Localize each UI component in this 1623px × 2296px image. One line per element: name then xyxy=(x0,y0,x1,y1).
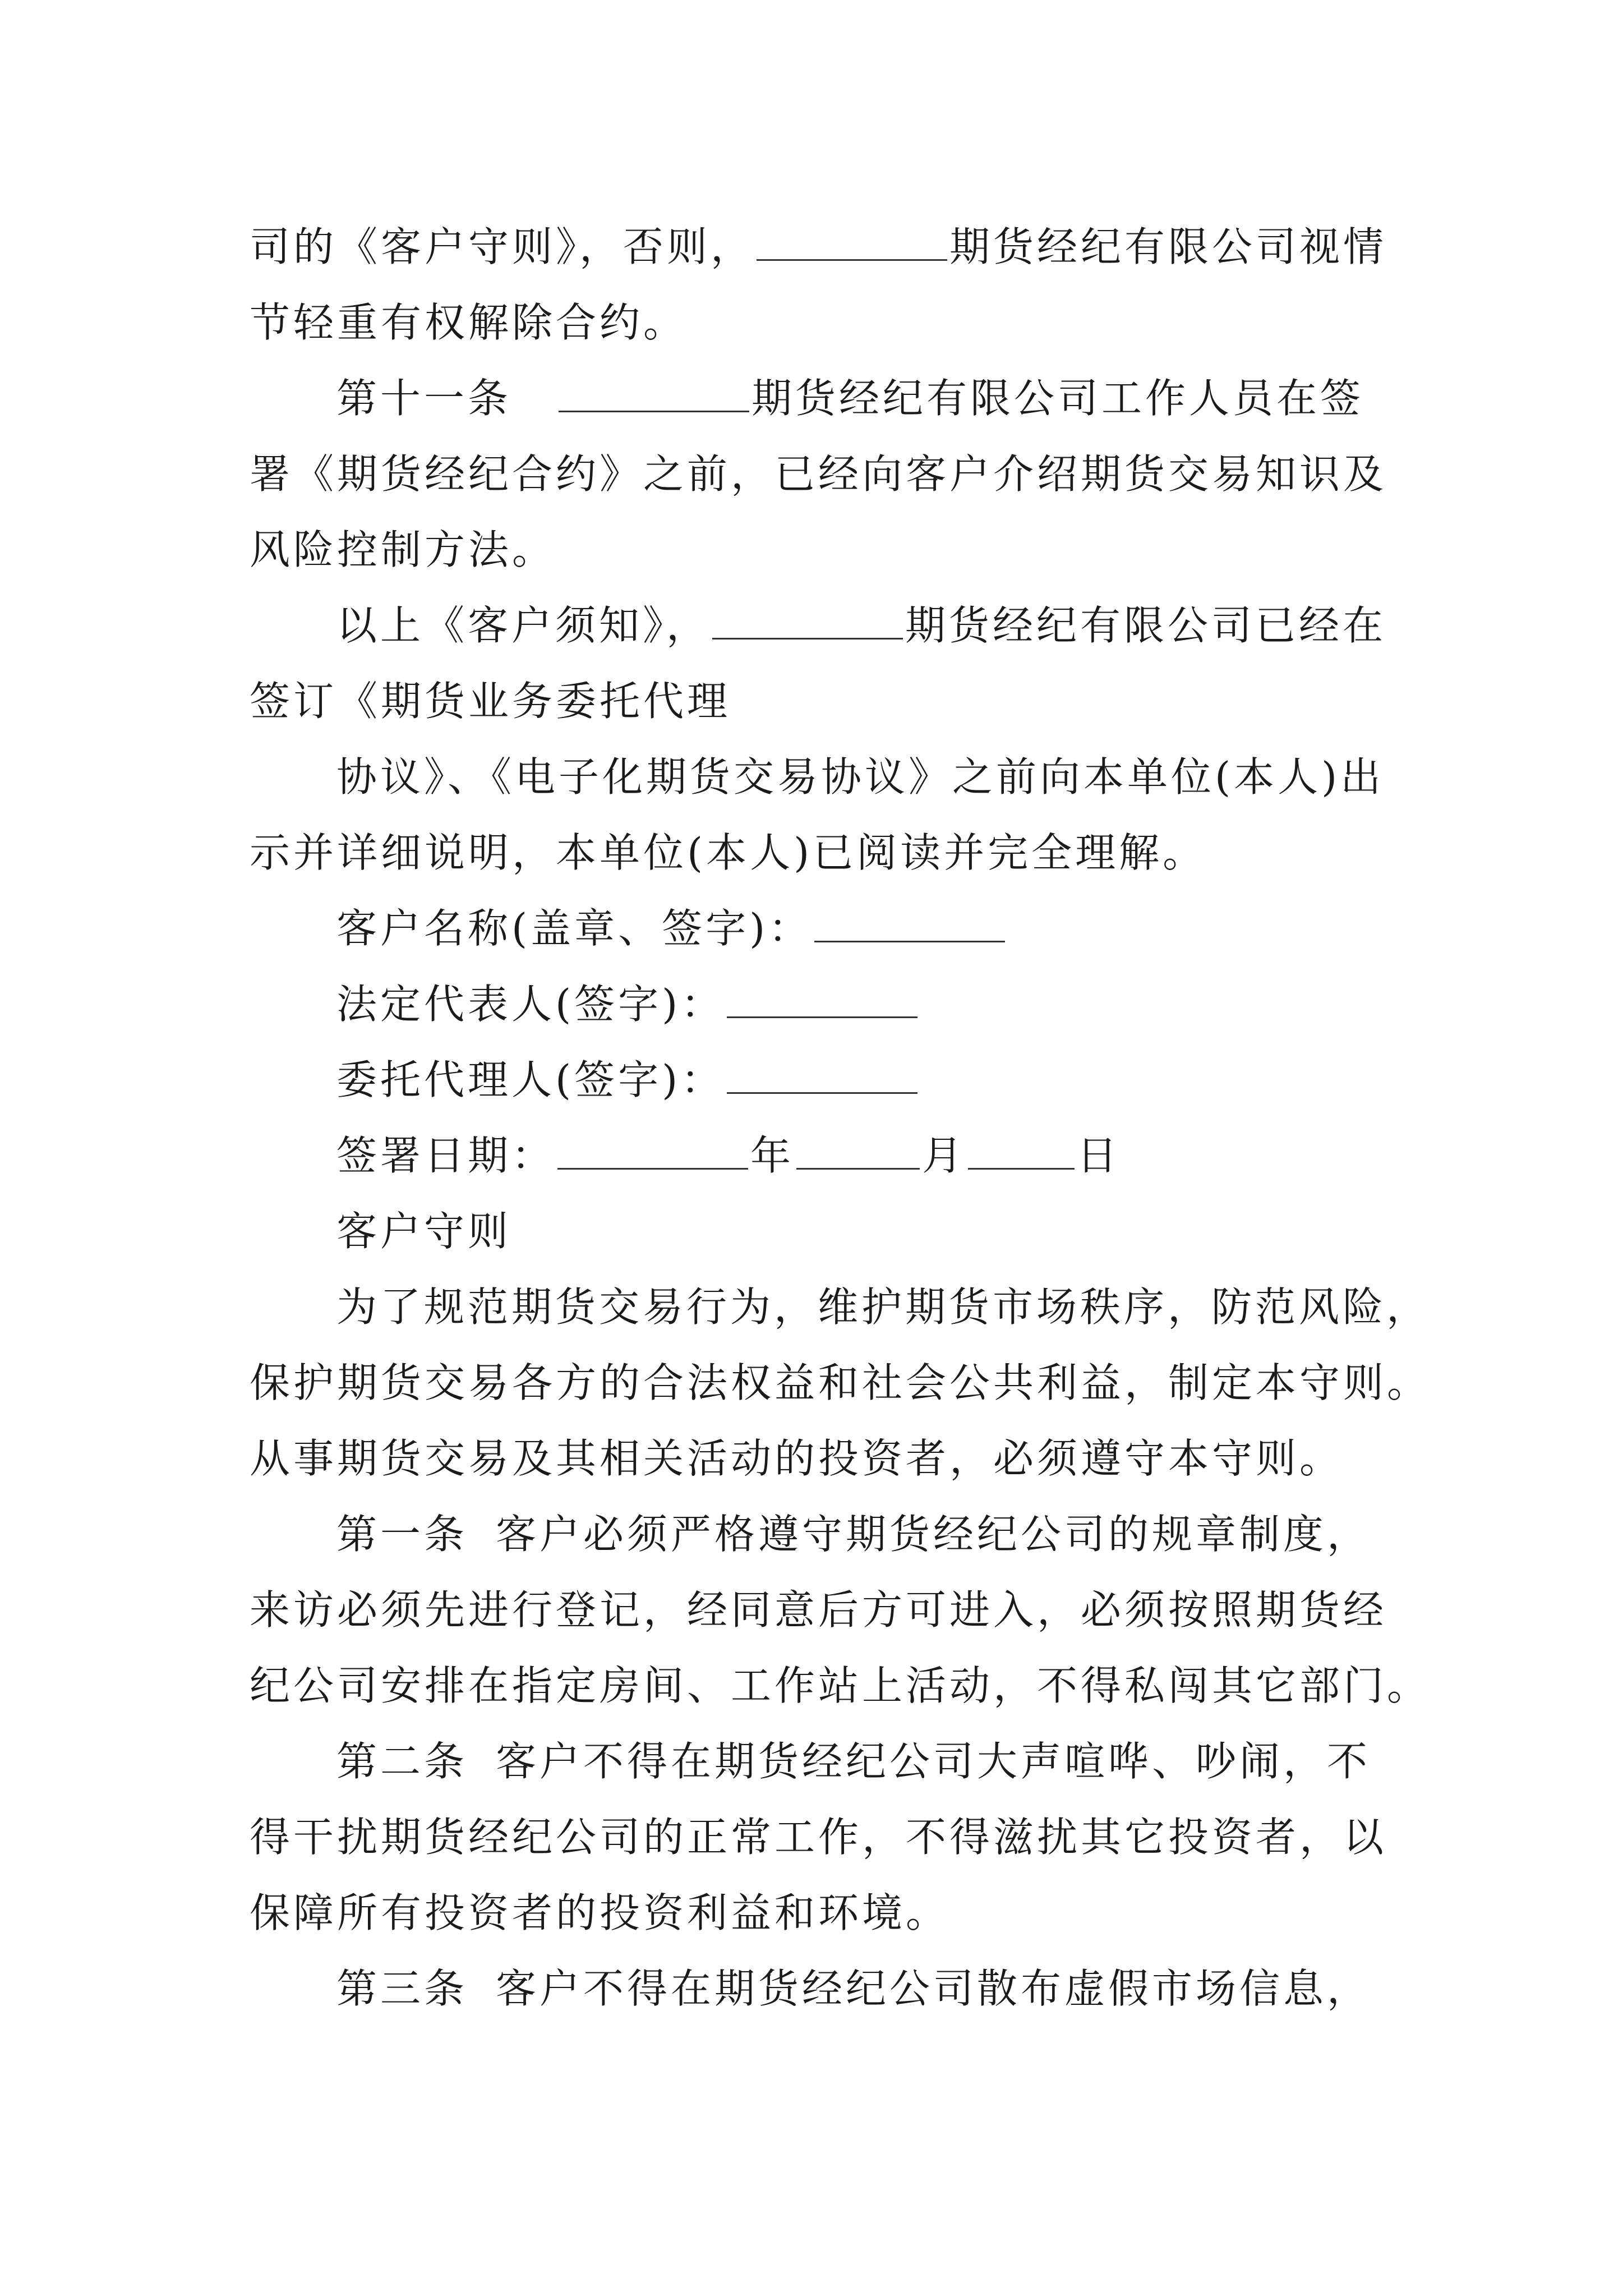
text-line: 司的《客户守则》，否则， 期货经纪有限公司视情 xyxy=(250,223,1387,270)
text-line: 签订《期货业务委托代理 xyxy=(250,678,731,725)
text-line: 从事期货交易及其相关活动的投资者，必须遵守本守则。 xyxy=(250,1435,1344,1482)
article-11: 第十一条 期货经纪有限公司工作人员在签 xyxy=(336,375,1364,422)
agent-field: 委托代理人(签字)： xyxy=(336,1052,1402,1108)
blank-field xyxy=(796,1134,920,1170)
section-title: 客户守则 xyxy=(336,1208,512,1255)
blank-field xyxy=(557,1134,748,1170)
text-line: 纪公司安排在指定房间、工作站上活动，不得私闯其它部门。 xyxy=(250,1662,1431,1709)
text-line: 示并详细说明，本单位(本人)已阅读并完全理解。 xyxy=(250,829,1207,876)
blank-field xyxy=(559,377,749,412)
text-line: 保护期货交易各方的合法权益和社会公共利益，制定本守则。 xyxy=(250,1359,1431,1406)
article-1: 第一条 客户必须严格遵守期货经纪公司的规章制度， xyxy=(336,1511,1371,1558)
article-3: 第三条 客户不得在期货经纪公司散布虚假市场信息， xyxy=(336,1965,1371,2012)
text-line: 节轻重有权解除合约。 xyxy=(250,299,688,346)
text-line: 协议》、《电子化期货交易协议》之前向本单位(本人)出 xyxy=(336,753,1385,800)
text-line: 以上《客户须知》， 期货经纪有限公司已经在 xyxy=(336,602,1387,649)
text-line: 来访必须先进行登记，经同意后方可进入，必须按照期货经 xyxy=(250,1586,1387,1634)
blank-field xyxy=(727,1059,917,1094)
blank-field xyxy=(757,226,947,261)
blank-field xyxy=(814,907,1005,942)
text-line: 署《期货经纪合约》之前，已经向客户介绍期货交易知识及 xyxy=(250,450,1387,498)
text-line: 为了规范期货交易行为，维护期货市场秩序，防范风险， xyxy=(336,1283,1431,1331)
blank-field xyxy=(968,1134,1075,1170)
blank-field xyxy=(712,604,903,639)
text-line: 得干扰期货经纪公司的正常工作，不得滋扰其它投资者，以 xyxy=(250,1814,1387,1861)
customer-name-field: 客户名称(盖章、签字)： xyxy=(336,900,1402,956)
text-line: 风险控制方法。 xyxy=(250,526,556,573)
article-2: 第二条 客户不得在期货经纪公司大声喧哗、吵闹，不 xyxy=(336,1738,1371,1785)
text-line: 保障所有投资者的投资利益和环境。 xyxy=(250,1889,950,1936)
legal-representative-field: 法定代表人(签字)： xyxy=(336,976,1402,1032)
blank-field xyxy=(727,983,917,1018)
signing-date-field: 签署日期： 年 月 日 xyxy=(336,1132,1121,1179)
